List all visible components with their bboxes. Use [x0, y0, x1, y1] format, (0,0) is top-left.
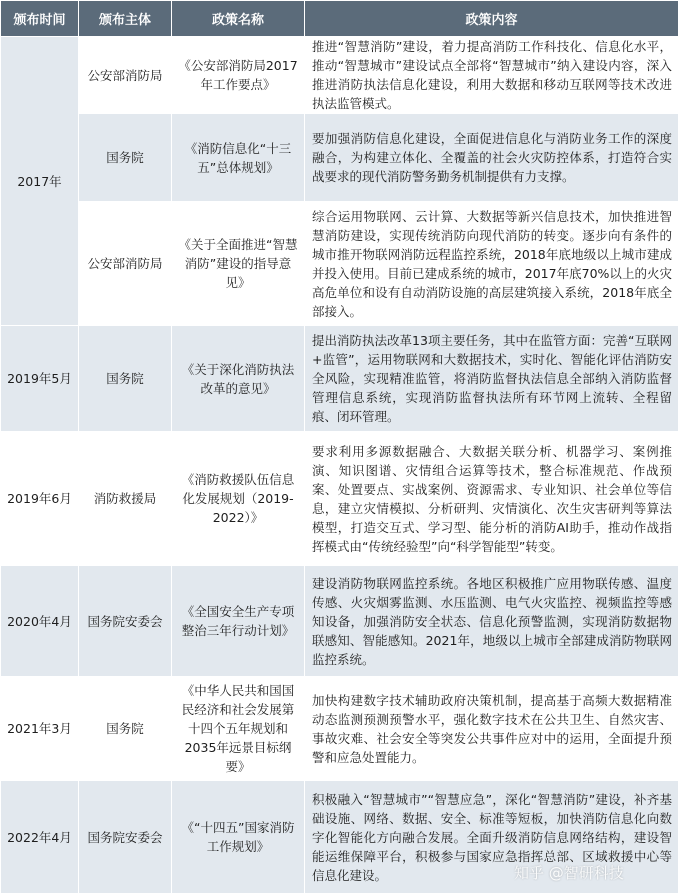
issuer-cell: 公安部消防局 — [79, 202, 172, 326]
time-cell: 2021年3月 — [1, 677, 79, 781]
policy-name-cell: 《消防信息化“十三五”总体规划》 — [172, 114, 305, 202]
table-row — [1, 114, 678, 202]
policy-content-cell: 提出消防执法改革13项主要任务，其中在监管方面：完善“互联网+监管”，运用物联网和大数据技术，实时化、智能化评估消防安全风险，实现精准监管，将消防监督执法信息全部纳入消防监督管理信息系统，实现消防监督执法所有环节网上流转、全程留痕、闭环管理。 — [305, 326, 678, 432]
policy-name-cell: 《全国安全生产专项整治三年行动计划》 — [172, 566, 305, 677]
table-row — [1, 202, 678, 326]
issuer-cell: 公安部消防局 — [79, 37, 172, 114]
header-issuer: 颁布主体 — [79, 1, 172, 37]
header-content: 政策内容 — [305, 1, 678, 37]
policy-content-cell: 要求利用多源数据融合、大数据关联分析、机器学习、案例推演、知识图谱、灾情组合运算等技术，整合标准规范、作战预案、处置要点、实战案例、资源需求、专业知识、社会单位等信息，建立灾情模拟、分析研判、灾情演化、次生灾害研判等算法模型，打造交互式、学习型、能分析的消防AI助手，推动作战指挥模式由“传统经验型”向“科学智能型”转变。 — [305, 432, 678, 566]
policy-name-cell: 《公安部消防局2017年工作要点》 — [172, 37, 305, 114]
policy-content-cell: 加快构建数字技术辅助政府决策机制，提高基于高频大数据精准动态监测预测预警水平，强化数字技术在公共卫生、自然灾害、事故灾难、社会安全等突发公共事件应对中的运用，全面提升预警和应急处置能力。 — [305, 677, 678, 781]
policy-name-cell: 《关于深化消防执法改革的意见》 — [172, 326, 305, 432]
issuer-cell: 国务院 — [79, 677, 172, 781]
issuer-cell: 消防救援局 — [79, 432, 172, 566]
policy-content-cell: 推进“智慧消防”建设，着力提高消防工作科技化、信息化水平，推动“智慧城市”建设试点全部将“智慧城市”纳入建设内容，深入推进消防执法信息化建设，利用大数据和移动互联网等技术改进执法监管模式。 — [305, 37, 678, 114]
watermark-text: 知乎 @智研科技 — [514, 864, 624, 882]
policy-name-cell: 《关于全面推进“智慧消防”建设的指导意见》 — [172, 202, 305, 326]
issuer-cell: 国务院 — [79, 326, 172, 432]
time-cell: 2020年4月 — [1, 566, 79, 677]
policy-name-cell: 《消防救援队伍信息化发展规划（2019-2022）》 — [172, 432, 305, 566]
table-row — [1, 432, 678, 566]
time-cell: 2019年6月 — [1, 432, 79, 566]
issuer-cell: 国务院安委会 — [79, 781, 172, 894]
policy-name-cell: 《中华人民共和国国民经济和社会发展第十四个五年规划和2035年远景目标纲要》 — [172, 677, 305, 781]
header-name: 政策名称 — [172, 1, 305, 37]
table-row — [1, 566, 678, 677]
table-row — [1, 37, 678, 114]
table-row — [1, 326, 678, 432]
issuer-cell: 国务院 — [79, 114, 172, 202]
policy-content-cell: 建设消防物联网监控系统。各地区积极推广应用物联传感、温度传感、火灾烟雾监测、水压监测、电气火灾监控、视频监控等感知设备，加强消防安全状态、信息化预警监测，实现消防数据物联感知、智能感知。2021年，地级以上城市全部建成消防物联网监控系统。 — [305, 566, 678, 677]
policy-content-cell: 综合运用物联网、云计算、大数据等新兴信息技术，加快推进智慧消防建设，实现传统消防向现代消防的转变。逐步向有条件的城市推开物联网消防远程监控系统，2018年底地级以上城市建成并投入使用。目前已建成系统的城市，2017年底70%以上的火灾高危单位和设有自动消防设施的高层建筑接入系统，2018年底全部接入。 — [305, 202, 678, 326]
time-cell: 2017年 — [1, 37, 79, 326]
time-cell: 2019年5月 — [1, 326, 79, 432]
table-row — [1, 781, 678, 894]
time-cell: 2022年4月 — [1, 781, 79, 894]
policy-name-cell: 《“十四五”国家消防工作规划》 — [172, 781, 305, 894]
policy-content-cell: 要加强消防信息化建设，全面促进信息化与消防业务工作的深度融合，为构建立体化、全覆盖的社会火灾防控体系，打造符合实战要求的现代消防警务勤务机制提供有力支撑。 — [305, 114, 678, 202]
header-row — [1, 1, 678, 37]
table-row — [1, 677, 678, 781]
issuer-cell: 国务院安委会 — [79, 566, 172, 677]
policy-content-cell: 积极融入“智慧城市”“智慧应急”，深化“智慧消防”建设，补齐基础设施、网络、数据、安全、标准等短板，加快消防信息化向数字化智能化方向融合发展。全面升级消防信息网络结构，建设智能运维保障平台，积极参与国家应急指挥总部、区域救援中心等信息化建设。 — [305, 781, 678, 894]
header-time: 颁布时间 — [1, 1, 79, 37]
